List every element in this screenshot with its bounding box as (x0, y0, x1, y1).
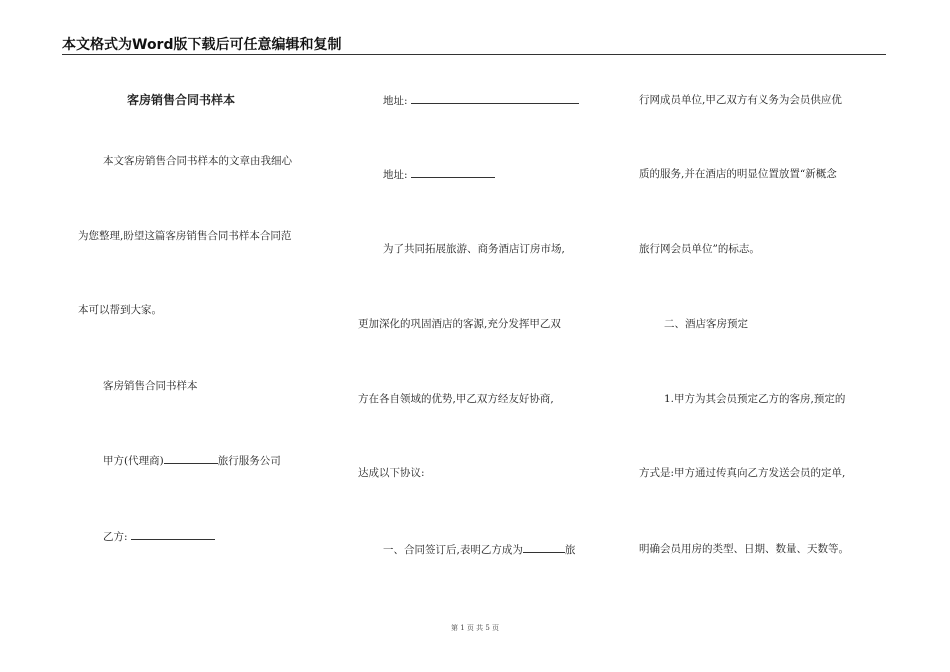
section-2-line-1: 1.甲方为其会员预定乙方的客房,预定的 (664, 393, 846, 405)
clause-1-text: 一、合同签订后,表明乙方成为 (383, 544, 523, 556)
address-label-1: 地址: (383, 95, 408, 107)
page-number: 第 1 页 共 5 页 (450, 624, 500, 632)
address-line-1 (383, 94, 579, 108)
section-2-line-3: 明确会员用房的类型、日期、数量、天数等。 (639, 543, 849, 555)
section-2-line-2: 方式是:甲方通过传真向乙方发送会员的定单, (639, 467, 846, 479)
clause-1-cont-line-2: 质的服务,并在酒店的明显位置放置“新概念 (639, 168, 837, 180)
party-b-label: 乙方: (103, 531, 128, 543)
purpose-line-2: 更加深化的巩固酒店的客源,充分发挥甲乙双 (358, 318, 561, 330)
document-title: 客房销售合同书样本 (127, 93, 236, 107)
party-a-line (103, 454, 281, 468)
intro-line-3: 本可以帮到大家。 (78, 304, 162, 316)
banner-divider (62, 54, 886, 55)
intro-line-1: 本文客房销售合同书样本的文章由我细心 (103, 155, 292, 167)
party-b-line (103, 530, 215, 544)
clause-1-blank (523, 543, 565, 553)
party-a-company: 旅行服务公司 (217, 455, 281, 467)
party-a-blank (164, 454, 218, 464)
party-a-label: 甲方(代理商) (103, 455, 164, 467)
purpose-line-4: 达成以下协议: (358, 467, 425, 479)
address-line-2 (383, 168, 495, 182)
section-2-heading: 二、酒店客房预定 (664, 318, 748, 330)
subtitle: 客房销售合同书样本 (103, 380, 198, 392)
purpose-line-3: 方在各自领域的优势,甲乙双方经友好协商, (358, 393, 554, 405)
intro-line-2: 为您整理,盼望这篇客房销售合同书样本合同范 (78, 230, 292, 242)
purpose-line-1: 为了共同拓展旅游、商务酒店订房市场, (383, 243, 565, 255)
clause-1-cont-line-3: 旅行网会员单位”的标志。 (639, 243, 760, 255)
address-label-2: 地址: (383, 169, 408, 181)
document-banner: 本文格式为Word版下载后可任意编辑和复制 (62, 37, 342, 53)
address-blank-2 (411, 168, 495, 178)
clause-1-line (383, 543, 575, 557)
party-b-blank (131, 530, 215, 540)
clause-1-suffix: 旅 (564, 544, 576, 556)
address-blank-1 (411, 94, 579, 104)
clause-1-cont-line-1: 行网成员单位,甲乙双方有义务为会员供应优 (639, 94, 842, 106)
